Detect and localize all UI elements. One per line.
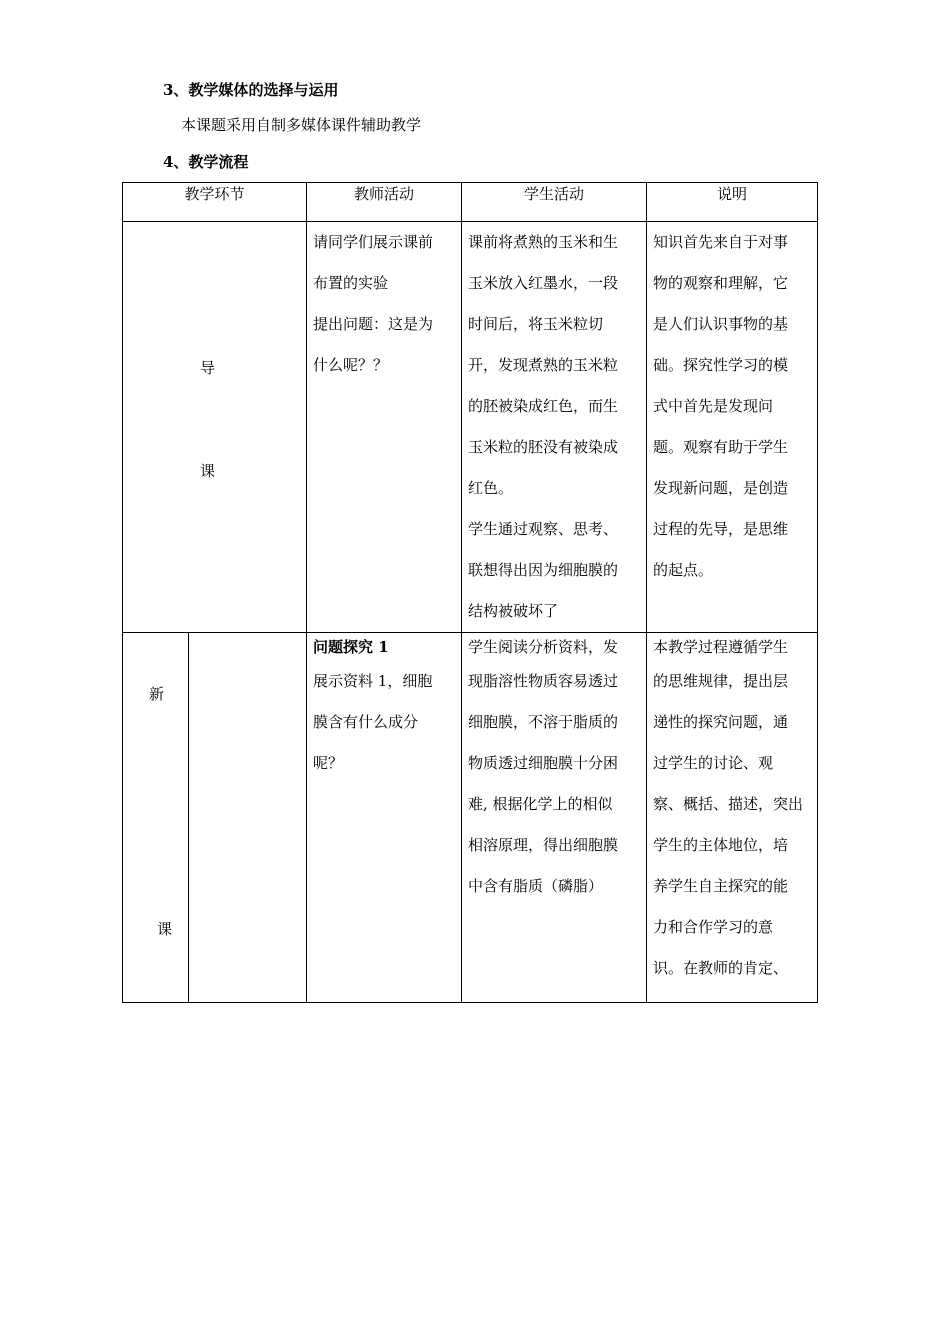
note-cell: 知识首先来自于对事 物的观察和理解，它 是人们认识事物的基 础。探究性学习的模 式中首先是发现问 题。观察有助于学生 发现新问题，是创造 过程的先导，是思维 的起点。: [647, 222, 818, 633]
student-activity-cell: 学生阅读分析资料，发 现脂溶性物质容易透过 细胞膜，不溶于脂质的 物质透过细胞膜十分困 难, 根据化学上的相似 相溶原理，得出细胞膜 中含有脂质（磷脂）: [462, 633, 647, 1003]
header-note: 说明: [647, 183, 818, 222]
stage-char: 导: [200, 359, 216, 377]
teacher-activity-cell: 问题探究 1 展示资料 1，细胞 膜含有什么成分 呢？: [307, 633, 462, 1003]
header-student: 学生活动: [462, 183, 647, 222]
table-row: [123, 222, 818, 633]
teacher-activity-cell: 请同学们展示课前 布置的实验 提出问题：这是为 什么呢？？: [307, 222, 462, 633]
section-3-body: 本课题采用自制多媒体课件辅助教学: [181, 116, 422, 134]
header-stage: 教学环节: [123, 183, 307, 222]
stage-cell-intro: [123, 222, 307, 633]
sub-stage-cell: [189, 633, 307, 1003]
header-teacher: 教师活动: [307, 183, 462, 222]
teaching-flow-table: [122, 182, 818, 1003]
stage-cell-new-lesson: [123, 633, 189, 1003]
stage-char: 新: [149, 685, 165, 703]
section-4-heading: 4、教学流程: [163, 153, 249, 171]
table-row: [123, 633, 818, 1003]
stage-char: 课: [200, 462, 216, 480]
student-activity-cell: 课前将煮熟的玉米和生 玉米放入红墨水，一段 时间后，将玉米粒切 开，发现煮熟的玉米粒 的胚被染成红色，而生 玉米粒的胚没有被染成 红色。 学生通过观察、思考、 联想得出因为细胞膜的 结构被破坏了: [462, 222, 647, 633]
note-cell: 本教学过程遵循学生 的思维规律，提出层 递性的探究问题，通 过学生的讨论、观 察、概括、描述，突出 学生的主体地位，培 养学生自主探究的能 力和合作学习的意 识。在教师的肯定、: [647, 633, 818, 1003]
stage-char: 课: [157, 920, 173, 938]
section-3-heading: 3、教学媒体的选择与运用: [163, 81, 339, 99]
table-header-row: [123, 183, 818, 222]
